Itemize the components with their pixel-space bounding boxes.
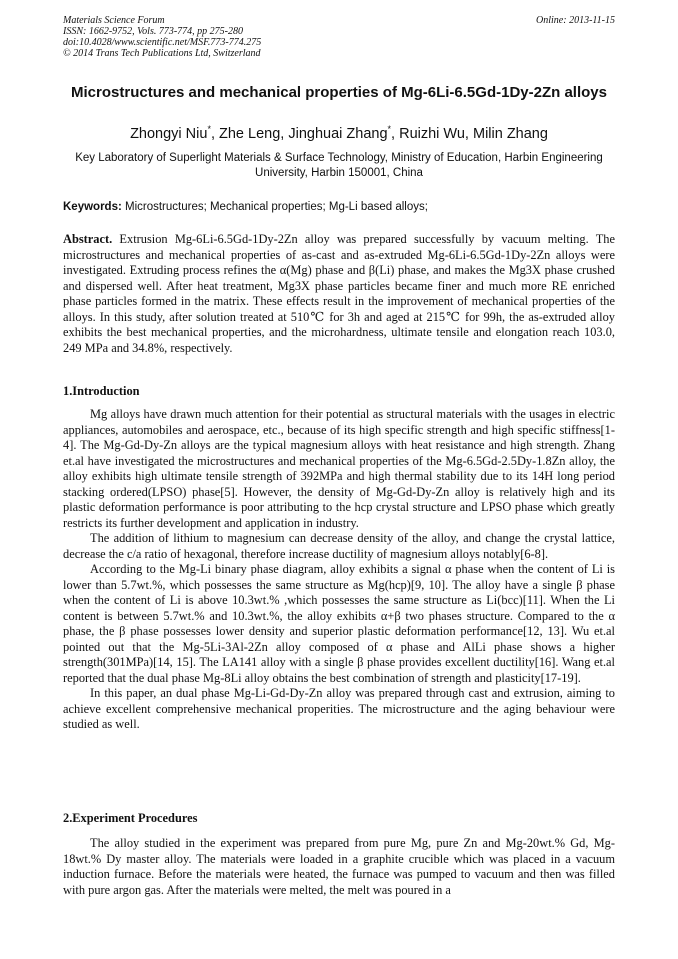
paragraph: The addition of lithium to magnesium can decrease density of the alloy, and change the crystal lattice, decrease the c/a ratio of hexagonal, therefore increase ductility of magnesium alloys notably[6-8]. [63,531,615,561]
author: Ruizhi Wu, [399,126,473,142]
paragraph: The alloy studied in the experiment was prepared from pure Mg, pure Zn and Mg-20wt.% Gd, Mg-18wt.% Dy master alloy. The materials were loaded in a graphite crucible which was placed in a vacuum induction furnace. Before the materials were heated, the furnace was pumped to vacuum and then was filled with pure argon gas. After the materials were melted, the melt was poured in a [63,836,615,897]
journal-name: Materials Science Forum [63,15,165,26]
paragraph: According to the Mg-Li binary phase diagram, alloy exhibits a signal α phase when the content of Li is lower than 5.7wt.%, which possesses the same structure as Mg(hcp)[9, 10]. The alloy have a single β phase when the content of Li is above 10.3wt.% ,which possesses the same structure as Li(bcc)[11]. When the Li content is between 5.7wt.% and 10.3wt.%, the alloy exhibits α+β two phases structure. Compared to the α phase, the β phase possesses lower density and superior plastic deformation performance[12, 13]. Wu et.al pointed out that the Mg-5Li-3Al-2Zn alloy composed of α phase and AlLi phase shows a higher strength(301MPa)[14, 15]. The LA141 alloy with a single β phase provides excellent ductility[16]. Wang et.al reported that the dual phase Mg-8Li alloy obtains the best combination of strength and plasticity[17-19]. [63,562,615,685]
author: Milin Zhang [472,126,548,142]
issn-line: ISSN: 1662-9752, Vols. 773-774, pp 275-280 [63,26,243,37]
journal-header [63,15,261,59]
section-heading-experiment: 2.Experiment Procedures [63,811,198,825]
paragraph: In this paper, an dual phase Mg-Li-Gd-Dy-Zn alloy was prepared through cast and extrusion, aiming to achieve excellent comprehensive mechanical properities. The microstructure and the aging behaviour were studied as well. [63,686,615,731]
paragraph: Mg alloys have drawn much attention for their potential as structural materials with the usages in electric appliances, automobiles and aerospace, etc., because of its high specific strength and high specific stiffness[1-4]. The Mg-Gd-Dy-Zn alloys are the typical magnesium alloys with heat resistance and high strength. Zhang et.al have investigated the microstructures and mechanical properties of the Mg-6.5Gd-2.5Dy-1.8Zn alloy, the alloy exhibits high ultimate tensile strength of 392MPa and high thermal stability due to its 14H long period stacking ordered(LPSO) phase[5]. However, the density of Mg-Gd-Dy-Zn alloy is relatively high and its plastic deformation performance is poor attributing to the hcp crystal structure and LPSO phase which greatly restricts its further development and application in industry. [63,407,615,530]
abstract [63,232,615,356]
abstract-label: Abstract. [63,232,113,246]
experiment-body [63,836,615,898]
keywords [63,200,615,215]
paper-title: Microstructures and mechanical properties of Mg-6Li-6.5Gd-1Dy-2Zn alloys [71,84,607,101]
keywords-text: Microstructures; Mechanical properties; Mg-Li based alloys; [121,201,428,213]
author: Zhe Leng, [219,126,289,142]
affiliation: Key Laboratory of Superlight Materials & Surface Technology, Ministry of Education, Harbin Engineering University, Harbin 150001, China [75,152,603,179]
author: Jinghuai Zhang*, [288,124,400,142]
section-heading-introduction: 1.Introduction [63,384,140,398]
author: Zhongyi Niu*, [130,124,220,142]
copyright-line: © 2014 Trans Tech Publications Ltd, Switzerland [63,48,261,59]
keywords-label: Keywords: [63,201,122,213]
abstract-text: Extrusion Mg-6Li-6.5Gd-1Dy-2Zn alloy was prepared successfully by vacuum melting. The microstructures and mechanical properties of as-cast and as-extruded Mg-6Li-6.5Gd-1Dy-2Zn alloys were investigated. Extruding process refines the α(Mg) phase and β(Li) phase, and makes the Mg3X phase crushed and dispersed well. After heat treatment, Mg3X phase particles became finer and much more RE enriched phase particles formed in the matrix. These effects result in the improvement of mechanical properties of the alloys. In this study, after solution treated at 510℃ for 3h and aged at 215℃ for 99h, the as-extruded alloy exhibits the best mechanical properties, and the microhardness, ultimate tensile and elongation reach 103.0, 249 MPa and 34.8%, respectively. [63,232,615,355]
introduction-body [63,407,615,733]
online-date: Online: 2013-11-15 [536,15,615,26]
author-list [63,125,615,143]
doi-line[interactable]: doi:10.4028/www.scientific.net/MSF.773-774.275 [63,37,262,48]
